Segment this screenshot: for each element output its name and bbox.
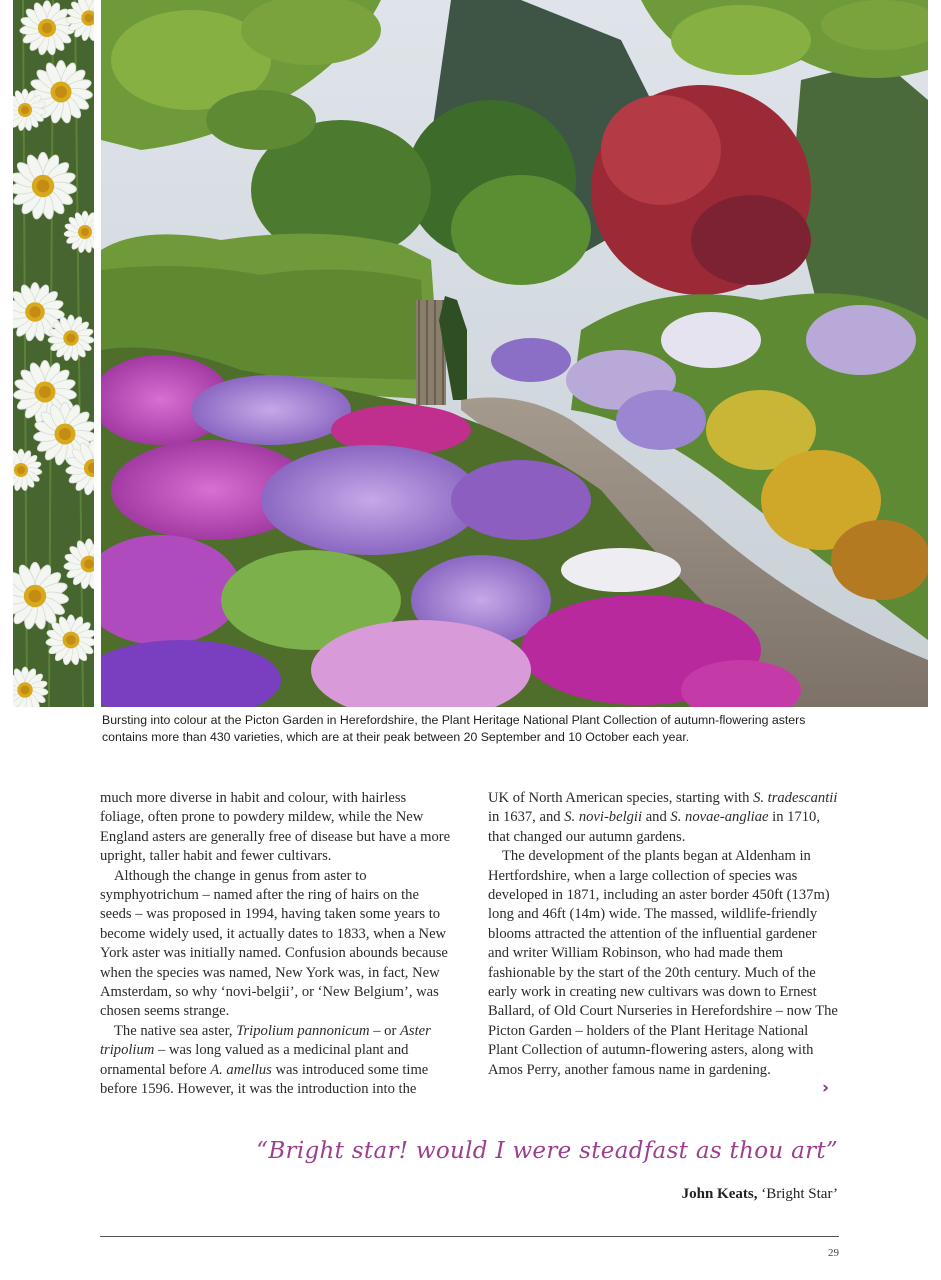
species-name: Tripolium pannonicum [236, 1022, 370, 1039]
paragraph [488, 789, 840, 847]
species-name: S. novi-belgii [564, 809, 643, 826]
species-name: S. novae-angliae [670, 809, 769, 826]
text-run: – was long valued as a medicinal plant and ornamental before [100, 1042, 409, 1078]
pull-quote: “Bright star! would I were steadfast as thou art” [256, 1138, 838, 1164]
species-name: A. amellus [210, 1061, 272, 1078]
garden-illustration [101, 0, 928, 707]
text-run: UK of North American species, starting with [488, 790, 754, 806]
article-column-right [488, 789, 840, 1080]
species-name: S. tradescantii [753, 790, 838, 806]
photo-caption: Bursting into colour at the Picton Garden in Herefordshire, the Plant Heritage National Plant Collection of autumn-flowering asters contains more than 430 varieties, which are at their peak between 20 September and 10 October each year. [102, 713, 806, 744]
page-number: 29 [828, 1247, 839, 1259]
paragraph: The development of the plants began at Aldenham in Hertfordshire, when a large collection of species was developed in 1871, including an aster border 450ft (137m) long and 46ft (14m) wide. The massed, wildlife-friendly blooms attracted the attention of the influential gardener and writer William Robinson, who had made them fashionable by the start of the 20th century. Much of the early work in creating new cultivars was down to Ernest Ballard, of Old Court Nurseries in Herefordshire – now The Picton Garden – holders of the Plant Heritage National Plant Collection of autumn-flowering asters, along with Amos Perry, another famous name in gardening. [488, 848, 838, 1078]
daisy-illustration [13, 0, 94, 707]
text-run: – or [369, 1022, 400, 1039]
quote-author: John Keats, [681, 1186, 758, 1202]
species-name: Aster tripolium [100, 1022, 431, 1059]
quote-source: ‘Bright Star’ [757, 1186, 838, 1202]
text-run: was introduced some time before 1596. However, it was the introduction into the [100, 1061, 429, 1098]
garden-photo [101, 0, 928, 707]
article-column-left [100, 789, 452, 1100]
text-run: and [642, 809, 671, 826]
text-run: The native sea aster, [114, 1022, 237, 1039]
continue-arrow-icon: › [822, 1078, 830, 1098]
paragraph: much more diverse in habit and colour, with hairless foliage, often prone to powdery mildew, while the New England asters are generally free of disease but have a more upright, taller habit and fewer cultivars. [100, 790, 451, 865]
quote-attribution [682, 1186, 838, 1203]
paragraph: Although the change in genus from aster to symphyotrichum – named after the ring of hairs on the seeds – was proposed in 1994, having taken some years to become widely used, it actually dates to 1833, when a New York aster was initially named. Confusion abounds because when the species was named, New York was, in fact, New Amsterdam, so why ‘novi-belgii’, or ‘New Belgium’, was chosen seems strange. [100, 867, 448, 1020]
text-run: in 1710, that changed our autumn gardens. [488, 809, 820, 845]
paragraph [100, 1022, 452, 1100]
daisy-photo-strip [13, 0, 94, 707]
footer-divider [100, 1236, 839, 1237]
text-run: in 1637, and [488, 809, 565, 826]
